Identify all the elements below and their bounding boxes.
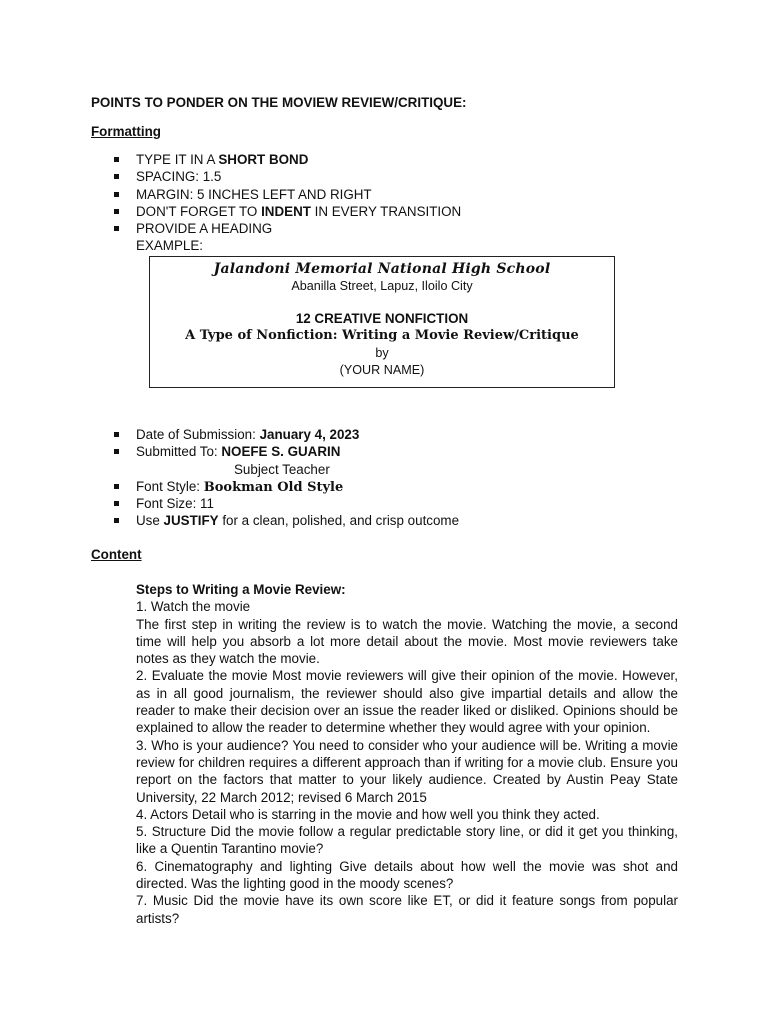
bullet-square-icon	[114, 432, 119, 437]
paragraph: 4. Actors Detail who is starring in the movie and how well you think they acted.	[136, 806, 600, 822]
list-item: Date of Submission: January 4, 2023	[91, 426, 459, 443]
bullet-square-icon	[114, 501, 119, 506]
bullet-square-icon	[114, 157, 119, 162]
list-item: Use JUSTIFY for a clean, polished, and crisp outcome	[91, 512, 459, 529]
topic-title: A Type of Nonfiction: Writing a Movie Review/Critique	[185, 328, 579, 343]
content-heading: Content	[91, 547, 142, 562]
example-label: EXAMPLE:	[136, 238, 203, 254]
page-title: POINTS TO PONDER ON THE MOVIEW REVIEW/CRITIQUE:	[91, 95, 467, 110]
formatting-list	[91, 151, 461, 255]
school-name: Jalandoni Memorial National High School	[213, 261, 551, 277]
details-list	[91, 426, 459, 530]
list-item: Submitted To: NOEFE S. GUARIN	[91, 443, 459, 460]
list-item: MARGIN: 5 INCHES LEFT AND RIGHT	[91, 186, 461, 203]
content-body	[136, 581, 678, 927]
steps-heading: Steps to Writing a Movie Review:	[136, 582, 346, 597]
school-address: Abanilla Street, Lapuz, Iloilo City	[291, 279, 473, 293]
paragraph: 6. Cinematography and lighting Give details about how well the movie was shot and directed. Was the lighting good in the moody scenes?	[136, 858, 678, 892]
bullet-square-icon	[114, 209, 119, 214]
paragraph: The first step in writing the review is to watch the movie. Watching the movie, a second time will help you absorb a lot more detail about the movie. Most movie reviewers take notes as they watch the movie.	[136, 616, 678, 667]
your-name-placeholder: (YOUR NAME)	[339, 363, 425, 377]
paragraph: 3. Who is your audience? You need to consider who your audience will be. Writing a movie review for children requires a different approach than if writing for a movie club. Ensure you report on the factors that matter to your likely audience. Created by Austin Peay State University, 22 March 2012; revised 6 March 2015	[136, 737, 678, 805]
formatting-heading: Formatting	[91, 124, 161, 139]
list-item: DON'T FORGET TO INDENT IN EVERY TRANSITION	[91, 203, 461, 220]
bullet-square-icon	[114, 484, 119, 489]
list-item: Font Size: 11	[91, 495, 459, 512]
paragraph: 5. Structure Did the movie follow a regular predictable story line, or did it get you thinking, like a Quentin Tarantino movie?	[136, 824, 678, 857]
list-item: SPACING: 1.5	[91, 168, 461, 185]
example-heading-box	[149, 256, 615, 388]
paragraph: 2. Evaluate the movie Most movie reviewers will give their opinion of the movie. However, as in all good journalism, the reviewer should also give impartial details and allow the reader to make their decision over an issue the reader liked or disliked. Opinions should be explained to allow the reader to determine whether they would agree with your opinion.	[136, 668, 678, 736]
paragraph: 7. Music Did the movie have its own score like ET, or did it feature songs from popular artists?	[136, 893, 678, 926]
list-item: TYPE IT IN A SHORT BOND	[91, 151, 461, 168]
paragraph: 1. Watch the movie	[136, 599, 251, 615]
bullet-square-icon	[114, 174, 119, 179]
list-item: PROVIDE A HEADING	[91, 220, 461, 237]
bullet-square-icon	[114, 192, 119, 197]
bullet-square-icon	[114, 449, 119, 454]
bullet-square-icon	[114, 518, 119, 523]
course-title: 12 CREATIVE NONFICTION	[295, 311, 469, 326]
by-label: by	[375, 346, 389, 360]
bullet-square-icon	[114, 226, 119, 231]
list-item: Font Style: Bookman Old Style	[91, 478, 459, 495]
list-item: Subject Teacher	[234, 461, 330, 477]
